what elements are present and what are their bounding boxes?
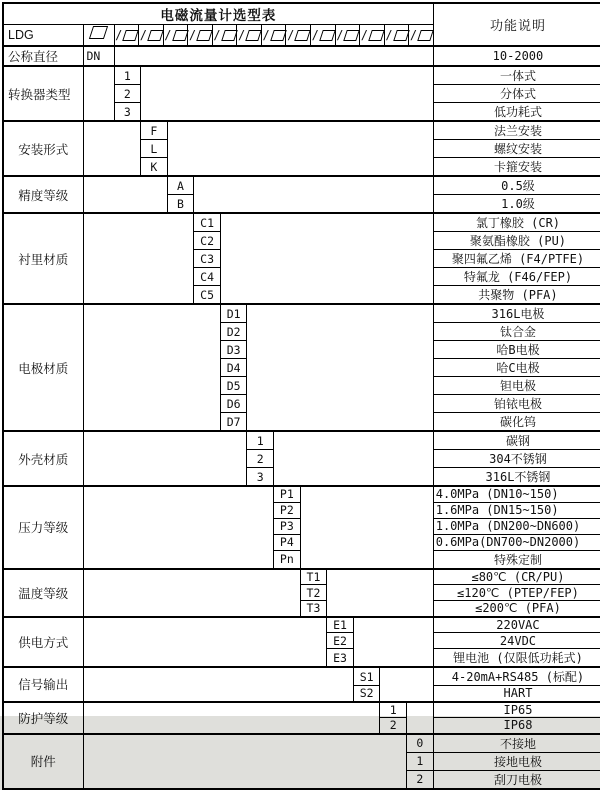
code-cell: 1 <box>247 431 274 450</box>
description-cell: 0.6MPa(DN700~DN2000) <box>433 534 600 550</box>
category-label: 转换器类型 <box>3 66 83 121</box>
table-row <box>3 46 600 66</box>
code-cell: 1 <box>114 66 141 85</box>
spacer-cell <box>83 486 274 569</box>
code-placeholder-box-icon <box>295 30 312 41</box>
description-cell: 0.5级 <box>433 176 600 195</box>
table-row <box>3 213 600 232</box>
category-label: 精度等级 <box>3 176 83 213</box>
code-box <box>311 25 336 45</box>
code-cell: E2 <box>327 633 354 649</box>
category-label: 附件 <box>3 734 83 789</box>
description-cell: 316L电极 <box>433 304 600 323</box>
description-cell: 共聚物 (PFA) <box>433 286 600 305</box>
table-row <box>3 3 600 25</box>
description-cell: 钽电极 <box>433 377 600 395</box>
description-cell: 304不锈钢 <box>433 450 600 468</box>
code-box <box>213 25 238 45</box>
code-cell: K <box>141 158 168 177</box>
description-cell: 分体式 <box>433 85 600 103</box>
spacer-cell <box>83 617 327 668</box>
table-row <box>3 304 600 323</box>
code-cell: E3 <box>327 649 354 668</box>
code-box-cells <box>114 25 433 47</box>
code-placeholder-box-icon <box>319 30 336 41</box>
description-cell: 聚四氟乙烯 (F4/PTFE) <box>433 250 600 268</box>
code-placeholder-box-icon <box>123 30 140 41</box>
code-cell: C4 <box>194 268 221 286</box>
description-cell: 220VAC <box>433 617 600 633</box>
code-placeholder-box-icon <box>172 30 189 41</box>
description-cell: 一体式 <box>433 66 600 85</box>
page-title: 电磁流量计选型表 <box>3 3 433 25</box>
dn-code-box <box>83 25 114 47</box>
code-cell: T2 <box>300 585 327 601</box>
description-cell: 低功耗式 <box>433 103 600 122</box>
code-cell: DN <box>83 46 114 66</box>
code-placeholder-box-icon <box>368 30 385 41</box>
spacer-cell <box>353 617 433 668</box>
code-box <box>409 25 433 45</box>
table-row <box>3 617 600 633</box>
description-cell: 4-20mA+RS485 (标配) <box>433 667 600 686</box>
description-cell: 1.6MPa (DN15~150) <box>433 502 600 518</box>
code-placeholder-box-icon <box>393 30 410 41</box>
code-cell: E1 <box>327 617 354 633</box>
code-cell: 2 <box>114 85 141 103</box>
code-cell: P2 <box>274 502 301 518</box>
description-cell: 聚氨酯橡胶 (PU) <box>433 232 600 250</box>
code-box <box>286 25 311 45</box>
code-cell: D3 <box>220 341 247 359</box>
category-label: 外壳材质 <box>3 431 83 486</box>
code-placeholder-box-icon <box>270 30 287 41</box>
table-row <box>3 702 600 718</box>
code-cell: T3 <box>300 601 327 617</box>
description-cell: 铂铱电极 <box>433 395 600 413</box>
code-box <box>188 25 213 45</box>
description-cell: 316L不锈钢 <box>433 468 600 487</box>
slash-separator: / <box>385 28 393 42</box>
spacer-cell <box>327 569 433 617</box>
spacer-cell <box>141 66 434 121</box>
spacer-cell <box>220 213 433 304</box>
category-label: 衬里材质 <box>3 213 83 304</box>
code-cell: 0 <box>407 734 434 753</box>
spacer-cell <box>247 304 433 431</box>
description-cell: 刮刀电极 <box>433 770 600 789</box>
code-box <box>360 25 385 45</box>
table-row <box>3 431 600 450</box>
slash-separator: / <box>360 28 369 42</box>
code-cell: P3 <box>274 518 301 534</box>
description-cell: 4.0MPa (DN10~150) <box>433 486 600 502</box>
slash-separator: / <box>188 28 197 42</box>
spacer-cell <box>300 486 433 569</box>
category-label: 温度等级 <box>3 569 83 617</box>
spacer-cell <box>194 176 433 213</box>
description-cell: 法兰安装 <box>433 121 600 140</box>
code-cell: D7 <box>220 413 247 432</box>
description-cell: 钛合金 <box>433 323 600 341</box>
table-row <box>3 66 600 85</box>
description-cell: 1.0MPa (DN200~DN600) <box>433 518 600 534</box>
spacer-cell <box>274 431 434 486</box>
code-cell: 2 <box>407 770 434 789</box>
description-cell: 卡箍安装 <box>433 158 600 177</box>
code-cell: 2 <box>247 450 274 468</box>
table-row <box>3 176 600 195</box>
code-box <box>336 25 361 45</box>
code-cell: 1 <box>380 702 407 718</box>
category-label: 电极材质 <box>3 304 83 431</box>
code-placeholder-box-icon <box>147 30 164 41</box>
description-cell: ≤200℃ (PFA) <box>433 601 600 617</box>
description-cell: 锂电池 (仅限低功耗式) <box>433 649 600 668</box>
code-placeholder-box-icon <box>245 30 262 41</box>
slash-separator: / <box>115 28 123 42</box>
code-box <box>115 25 140 45</box>
code-cell: L <box>141 140 168 158</box>
description-cell: 哈B电极 <box>433 341 600 359</box>
description-cell: 10-2000 <box>433 46 600 66</box>
slash-separator: / <box>237 28 246 42</box>
spacer-cell <box>83 667 353 702</box>
code-cell: C2 <box>194 232 221 250</box>
code-placeholder-box-icon <box>344 30 361 41</box>
code-box <box>385 25 410 45</box>
table-row <box>3 734 600 753</box>
code-cell: T1 <box>300 569 327 585</box>
code-placeholder-box-icon <box>417 30 433 41</box>
code-cell: F <box>141 121 168 140</box>
code-cell: C5 <box>194 286 221 305</box>
slash-separator: / <box>262 28 270 42</box>
slash-separator: / <box>336 28 344 42</box>
code-cell: C1 <box>194 213 221 232</box>
description-cell: IP65 <box>433 702 600 718</box>
code-box <box>164 25 189 45</box>
function-column-header: 功能说明 <box>433 3 600 46</box>
code-cell: Pn <box>274 550 301 569</box>
code-box <box>139 25 164 45</box>
code-cell: A <box>167 176 194 195</box>
code-cell: D4 <box>220 359 247 377</box>
spacer-cell <box>83 569 300 617</box>
description-cell: 24VDC <box>433 633 600 649</box>
description-cell: IP68 <box>433 718 600 734</box>
code-box <box>237 25 262 45</box>
slash-separator: / <box>213 28 221 42</box>
description-cell: 碳化钨 <box>433 413 600 432</box>
code-cell: 2 <box>380 718 407 734</box>
description-cell: 碳钢 <box>433 431 600 450</box>
spacer-cell <box>380 667 433 702</box>
code-cell: D1 <box>220 304 247 323</box>
spacer-cell <box>83 121 141 176</box>
description-cell: 特氟龙 (F46/FEP) <box>433 268 600 286</box>
spacer-cell <box>167 121 433 176</box>
description-cell: ≤80℃ (CR/PU) <box>433 569 600 585</box>
spacer-cell <box>83 213 194 304</box>
spacer-cell <box>114 46 433 66</box>
table-row <box>3 121 600 140</box>
code-placeholder-box-icon <box>196 30 213 41</box>
table-row <box>3 569 600 585</box>
code-cell: D2 <box>220 323 247 341</box>
description-cell: 氯丁橡胶 (CR) <box>433 213 600 232</box>
category-label: 公称直径 <box>3 46 83 66</box>
description-cell: 特殊定制 <box>433 550 600 569</box>
table-row <box>3 667 600 686</box>
spacer-cell <box>83 431 247 486</box>
code-cell: D6 <box>220 395 247 413</box>
code-cell: 3 <box>114 103 141 122</box>
code-cell: C3 <box>194 250 221 268</box>
description-cell: ≤120℃ (PTEP/FEP) <box>433 585 600 601</box>
code-cell: D5 <box>220 377 247 395</box>
description-cell: 不接地 <box>433 734 600 753</box>
model-prefix: LDG <box>3 25 83 47</box>
spacer-cell <box>407 702 434 734</box>
description-cell: 螺纹安装 <box>433 140 600 158</box>
spacer-cell <box>83 734 407 789</box>
description-cell: 1.0级 <box>433 195 600 214</box>
spacer-cell <box>83 702 380 734</box>
code-cell: S1 <box>353 667 380 686</box>
spacer-cell <box>83 304 220 431</box>
code-cell: P4 <box>274 534 301 550</box>
spacer-cell <box>83 176 167 213</box>
category-label: 信号输出 <box>3 667 83 702</box>
category-label: 防护等级 <box>3 702 83 734</box>
category-label: 供电方式 <box>3 617 83 668</box>
slash-separator: / <box>164 28 172 42</box>
slash-separator: / <box>311 28 319 42</box>
code-cell: 1 <box>407 752 434 770</box>
spacer-cell <box>83 66 114 121</box>
description-cell: 接地电极 <box>433 752 600 770</box>
code-cell: S2 <box>353 686 380 702</box>
code-box <box>262 25 287 45</box>
slash-separator: / <box>287 28 295 42</box>
selection-table <box>2 2 600 790</box>
code-box-strip <box>115 25 433 45</box>
description-cell: 哈C电极 <box>433 359 600 377</box>
code-placeholder-box-icon <box>221 30 238 41</box>
description-cell: HART <box>433 686 600 702</box>
category-label: 安装形式 <box>3 121 83 176</box>
table-row <box>3 486 600 502</box>
category-label: 压力等级 <box>3 486 83 569</box>
code-cell: P1 <box>274 486 301 502</box>
slash-separator: / <box>409 28 418 42</box>
code-cell: B <box>167 195 194 214</box>
code-placeholder-box-icon <box>89 26 108 39</box>
code-cell: 3 <box>247 468 274 487</box>
slash-separator: / <box>139 28 147 42</box>
